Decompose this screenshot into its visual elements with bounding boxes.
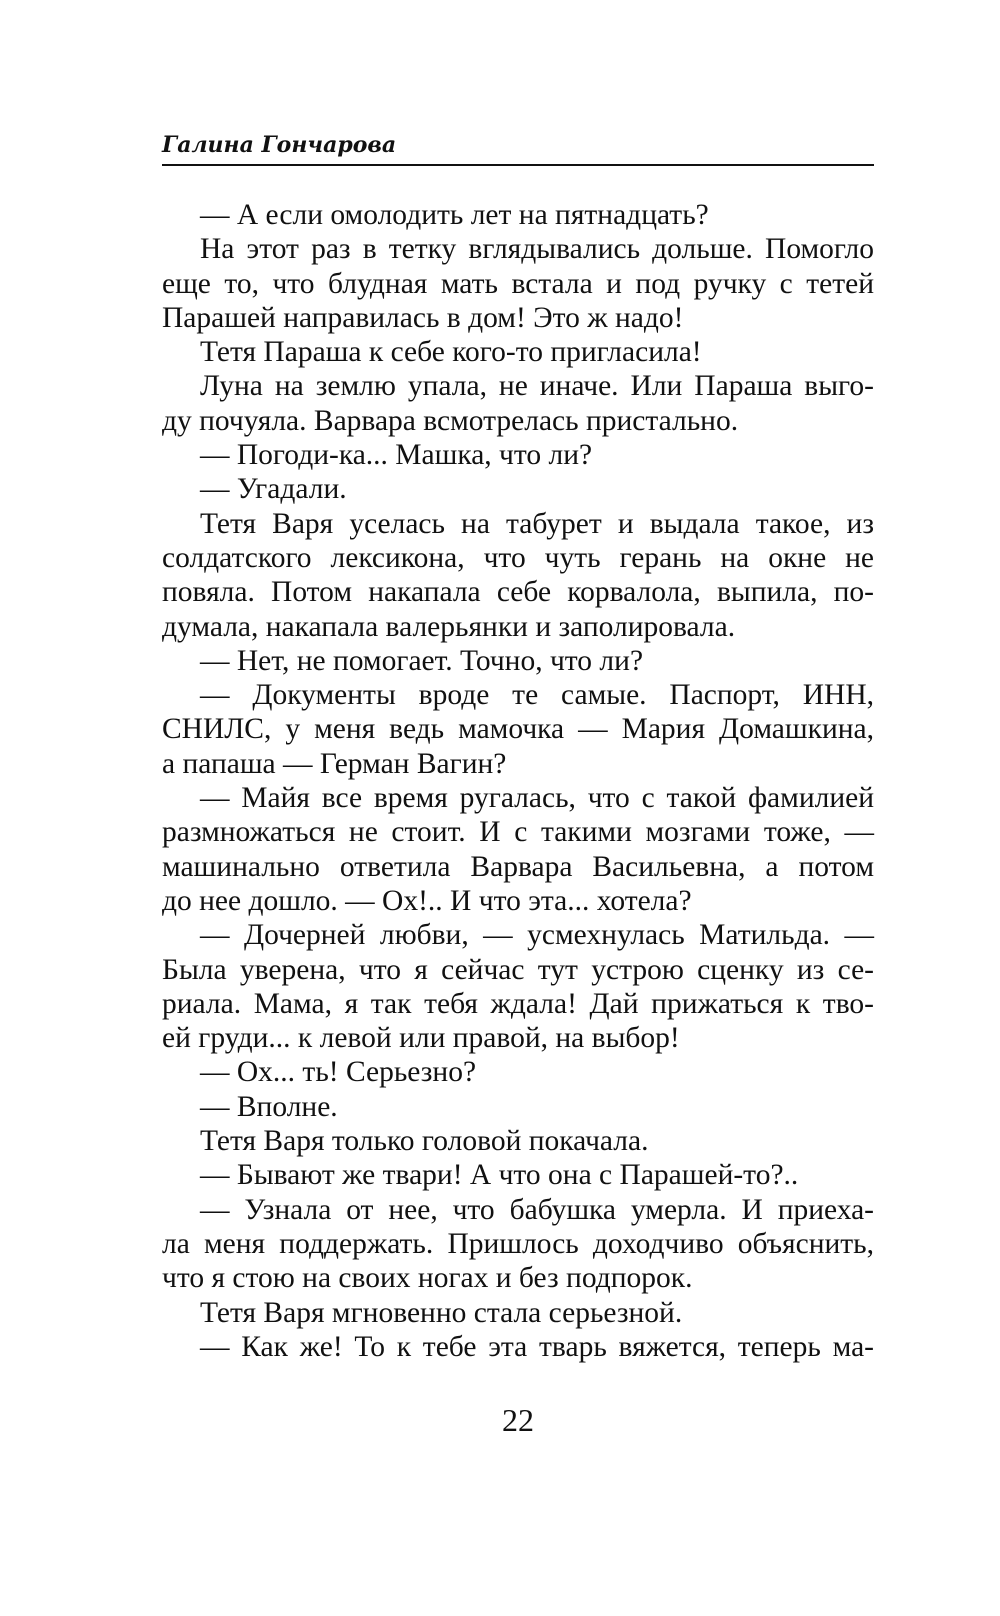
text-line: а папаша — Герман Вагин? xyxy=(162,747,507,780)
text-line: ей груди... к левой или правой, на выбор! xyxy=(162,1022,680,1055)
text-line: ла меня поддержать. Пришлось доходчиво объяснить, xyxy=(162,1227,874,1260)
text-line: до нее дошло. — Ох!.. И что эта... хотела? xyxy=(162,884,692,917)
text-line: Тетя Варя уселась на табурет и выдала такое, из xyxy=(200,507,874,540)
text-line: — Узнала от нее, что бабушка умерла. И приеха- xyxy=(200,1193,874,1226)
running-header-author: Галина Гончарова xyxy=(162,132,397,158)
text-line: машинально ответила Варвара Васильевна, а потом xyxy=(162,850,874,883)
text-line: На этот раз в тетку вглядывались дольше. Помогло xyxy=(200,233,874,266)
text-line: — Документы вроде те самые. Паспорт, ИНН, xyxy=(200,679,874,712)
text-line: — Ох... ть! Серьезно? xyxy=(200,1056,477,1089)
text-line: — Майя все время ругалась, что с такой фамилией xyxy=(200,782,874,815)
text-line: Луна на землю упала, не иначе. Или Параша выго- xyxy=(200,370,874,403)
text-line: — Как же! То к тебе эта тварь вяжется, теперь ма- xyxy=(200,1330,874,1363)
text-line: — Бывают же твари! А что она с Парашей-то?.. xyxy=(200,1159,799,1192)
text-line: размножаться не стоит. И с такими мозгами тоже, — xyxy=(162,816,874,849)
text-line: солдатского лексикона, что чуть герань на окне не xyxy=(162,541,874,574)
text-line: — Дочерней любви, — усмехнулась Матильда. — xyxy=(200,919,874,952)
text-line: Тетя Параша к себе кого-то пригласила! xyxy=(200,336,702,369)
text-line: — Погоди-ка... Машка, что ли? xyxy=(200,439,593,472)
text-line: еще то, что блудная мать встала и под ручку с тетей xyxy=(162,267,874,300)
text-line: риала. Мама, я так тебя ждала! Дай прижаться к тво- xyxy=(162,987,874,1020)
text-line: Парашей направилась в дом! Это ж надо! xyxy=(162,301,684,334)
text-line: Была уверена, что я сейчас тут устрою сценку из се- xyxy=(162,953,874,986)
text-line: СНИЛС, у меня ведь мамочка — Мария Домашкина, xyxy=(162,713,874,746)
text-line: — Нет, не помогает. Точно, что ли? xyxy=(200,644,644,677)
body-text xyxy=(162,198,874,1364)
page-number: 22 xyxy=(502,1402,534,1438)
text-line: Тетя Варя только головой покачала. xyxy=(200,1125,649,1158)
header-rule xyxy=(162,164,874,166)
text-line: — А если омолодить лет на пятнадцать? xyxy=(200,199,709,231)
text-line: Тетя Варя мгновенно стала серьезной. xyxy=(200,1296,683,1329)
text-line: повяла. Потом накапала себе корвалола, выпила, по- xyxy=(162,576,874,609)
text-line: — Угадали. xyxy=(200,473,347,506)
text-line: думала, накапала валерьянки и заполировала. xyxy=(162,610,736,643)
text-line: что я стою на своих ногах и без подпорок. xyxy=(162,1262,693,1295)
text-line: ду почуяла. Варвара всмотрелась пристально. xyxy=(162,404,739,437)
text-line: — Вполне. xyxy=(200,1090,338,1123)
